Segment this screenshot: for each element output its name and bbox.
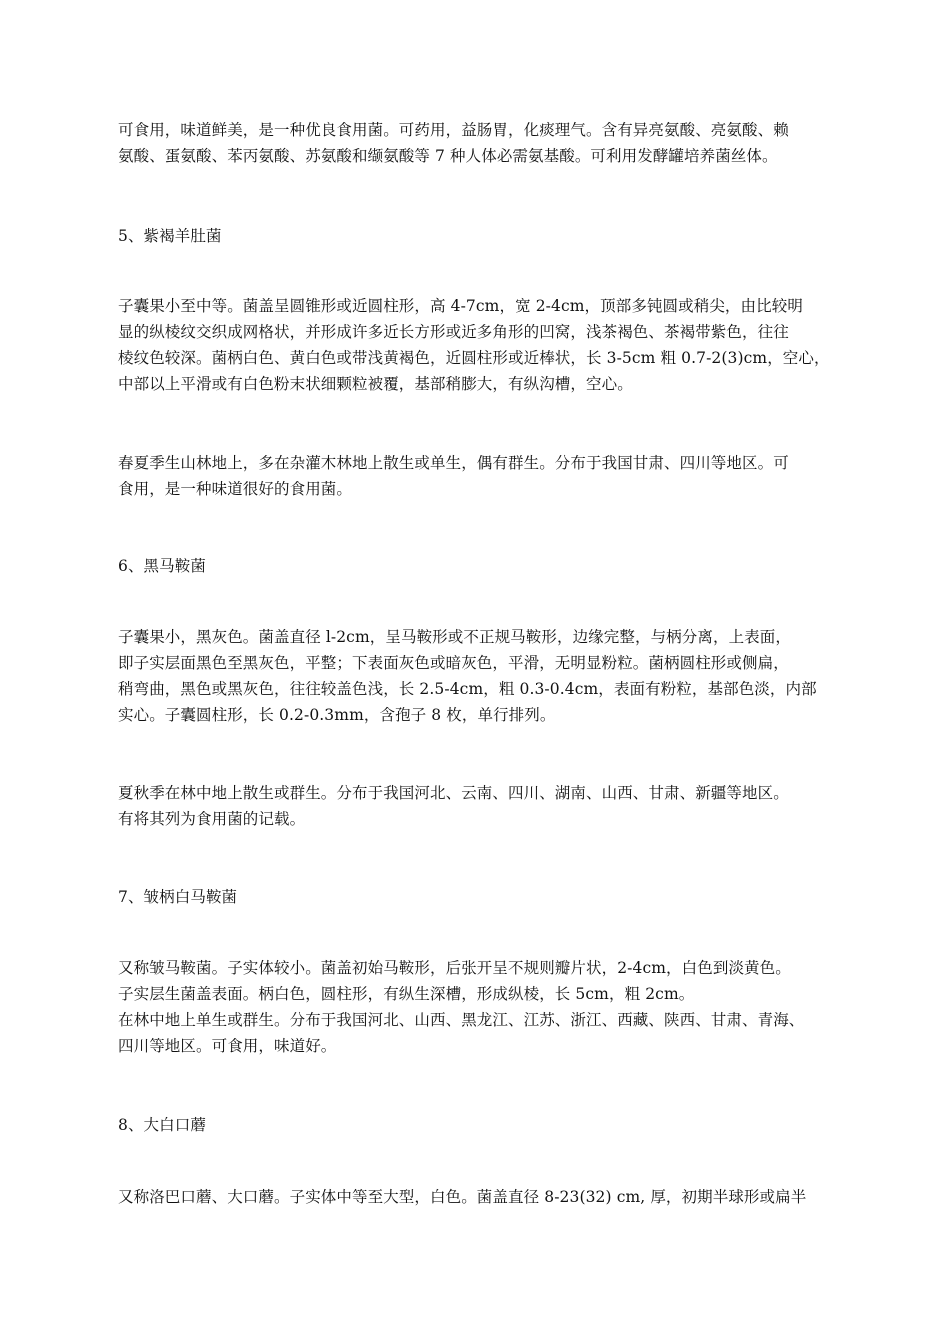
section-heading-8	[118, 1112, 868, 1138]
text-line: 棱纹色较深。菌柄白色、黄白色或带浅黄褐色，近圆柱形或近棒状，长 3-5cm 粗 0.7-2(3)cm，空心，	[118, 349, 830, 367]
heading-text: 8、大白口蘑	[118, 1116, 206, 1134]
paragraph-edibility-intro	[118, 117, 868, 169]
paragraph-purple-morel-habitat	[118, 450, 868, 502]
paragraph-purple-morel-description	[118, 293, 868, 397]
text-line: 子囊果小至中等。菌盖呈圆锥形或近圆柱形，高 4-7cm，宽 2-4cm，顶部多钝圆或稍尖，由比较明	[118, 297, 803, 315]
section-heading-6	[118, 553, 868, 579]
text-line: 食用，是一种味道很好的食用菌。	[118, 480, 353, 498]
text-line: 有将其列为食用菌的记载。	[118, 810, 306, 828]
text-line: 又称洛巴口蘑、大口蘑。子实体中等至大型，白色。菌盖直径 8-23(32) cm, 厚，初期半球形或扁半	[118, 1188, 807, 1206]
text-line: 中部以上平滑或有白色粉末状细颗粒被覆，基部稍膨大，有纵沟槽，空心。	[118, 375, 633, 393]
paragraph-white-saddle-description	[118, 955, 868, 1059]
heading-text: 6、黑马鞍菌	[118, 557, 206, 575]
text-line: 在林中地上单生或群生。分布于我国河北、山西、黑龙江、江苏、浙江、西藏、陕西、甘肃、青海、	[118, 1011, 805, 1029]
paragraph-black-saddle-habitat	[118, 780, 868, 832]
text-line: 可食用，味道鲜美，是一种优良食用菌。可药用，益肠胃，化痰理气。含有异亮氨酸、亮氨酸、赖	[118, 121, 789, 139]
text-line: 春夏季生山林地上，多在杂灌木林地上散生或单生，偶有群生。分布于我国甘肃、四川等地区。可	[118, 454, 789, 472]
heading-text: 5、紫褐羊肚菌	[118, 227, 222, 245]
text-line: 实心。子囊圆柱形，长 0.2-0.3mm，含孢子 8 枚，单行排列。	[118, 706, 556, 724]
heading-text: 7、皱柄白马鞍菌	[118, 888, 238, 906]
text-line: 即子实层面黑色至黑灰色，平整；下表面灰色或暗灰色，平滑，无明显粉粒。菌柄圆柱形或侧扁，	[118, 654, 789, 672]
text-line: 子实层生菌盖表面。柄白色，圆柱形，有纵生深槽，形成纵棱，长 5cm，粗 2cm。	[118, 985, 695, 1003]
text-line: 子囊果小，黑灰色。菌盖直径 l-2cm，呈马鞍形或不正规马鞍形，边缘完整，与柄分离，上表面，	[118, 628, 791, 646]
paragraph-black-saddle-description	[118, 624, 868, 728]
text-line: 氨酸、蛋氨酸、苯丙氨酸、苏氨酸和缬氨酸等 7 种人体必需氨基酸。可利用发酵罐培养菌丝体。	[118, 147, 778, 165]
text-line: 稍弯曲，黑色或黑灰色，往往较盖色浅，长 2.5-4cm，粗 0.3-0.4cm，表面有粉粒，基部色淡，内部	[118, 680, 817, 698]
paragraph-large-white-tricholoma	[118, 1184, 868, 1210]
text-line: 显的纵棱纹交织成网格状，并形成许多近长方形或近多角形的凹窝，浅茶褐色、茶褐带紫色，往往	[118, 323, 789, 341]
text-line: 又称皱马鞍菌。子实体较小。菌盖初始马鞍形，后张开呈不规则瓣片状，2-4cm，白色到淡黄色。	[118, 959, 791, 977]
section-heading-5	[118, 223, 868, 249]
text-line: 四川等地区。可食用，味道好。	[118, 1037, 337, 1055]
text-line: 夏秋季在林中地上散生或群生。分布于我国河北、云南、四川、湖南、山西、甘肃、新疆等地区。	[118, 784, 789, 802]
section-heading-7	[118, 884, 868, 910]
